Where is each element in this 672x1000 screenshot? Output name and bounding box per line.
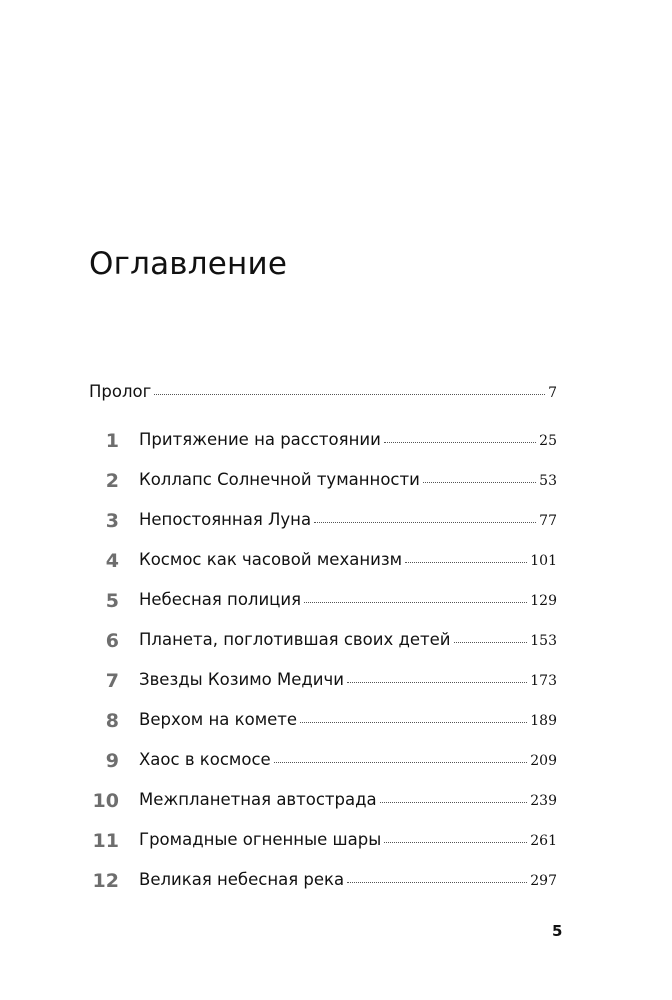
chapter-number: 1	[105, 430, 119, 452]
toc-entry-page: 261	[530, 833, 557, 849]
toc-entry-label: Великая небесная река	[139, 870, 345, 889]
toc-entry-label: Верхом на комете	[139, 710, 298, 729]
leader-dots	[347, 881, 527, 883]
toc-entry-label: Притяжение на расстоянии	[139, 430, 381, 449]
toc-entry-label: Хаос в космосе	[139, 750, 271, 769]
chapter-number: 5	[105, 590, 119, 612]
toc-entry-chapter[interactable]	[0, 670, 672, 696]
toc-entry-label: Пролог	[89, 382, 152, 401]
leader-dots	[384, 441, 536, 443]
chapter-number: 10	[92, 790, 119, 812]
chapter-number: 7	[105, 670, 119, 692]
leader-dots	[314, 521, 536, 523]
toc-entry-page: 189	[530, 713, 557, 729]
toc-entry-label: Небесная полиция	[139, 590, 302, 609]
chapter-number: 2	[105, 470, 119, 492]
toc-entry-label: Космос как часовой механизм	[139, 550, 403, 569]
toc-entry-page: 53	[539, 473, 557, 489]
toc-entry-chapter[interactable]	[0, 550, 672, 576]
toc-entry-chapter[interactable]	[0, 870, 672, 896]
chapter-number: 11	[92, 830, 119, 852]
leader-dots	[380, 801, 528, 803]
toc-entry-page: 153	[530, 633, 557, 649]
toc-entry-label: Звезды Козимо Медичи	[139, 670, 344, 689]
chapter-number: 12	[92, 870, 119, 892]
chapter-number: 9	[105, 750, 119, 772]
leader-dots	[274, 761, 528, 763]
toc-entry-chapter[interactable]	[0, 790, 672, 816]
chapter-number: 8	[105, 710, 119, 732]
toc-entry-prologue[interactable]	[0, 382, 672, 408]
toc-entry-page: 25	[539, 433, 557, 449]
toc-entry-page: 129	[530, 593, 557, 609]
toc-entry-page: 209	[530, 753, 557, 769]
toc-entry-page: 173	[530, 673, 557, 689]
toc-entry-page: 297	[530, 873, 557, 889]
leader-dots	[454, 641, 528, 643]
leader-dots	[300, 721, 527, 723]
leader-dots	[423, 481, 536, 483]
toc-entry-chapter[interactable]	[0, 590, 672, 616]
toc-entry-chapter[interactable]	[0, 830, 672, 856]
toc-entry-label: Планета, поглотившая своих детей	[139, 630, 451, 649]
leader-dots	[384, 841, 527, 843]
leader-dots	[405, 561, 527, 563]
toc-entry-label: Межпланетная автострада	[139, 790, 377, 809]
toc-entry-label: Коллапс Солнечной туманности	[139, 470, 420, 489]
page-title: Оглавление	[89, 246, 288, 282]
toc-entry-page: 7	[548, 385, 557, 401]
toc-entry-chapter[interactable]	[0, 470, 672, 496]
chapter-number: 3	[105, 510, 119, 532]
toc-entry-page: 77	[539, 513, 557, 529]
toc-entry-chapter[interactable]	[0, 630, 672, 656]
leader-dots	[304, 601, 527, 603]
page-number: 5	[552, 922, 563, 940]
toc-entry-chapter[interactable]	[0, 750, 672, 776]
toc-entry-chapter[interactable]	[0, 710, 672, 736]
leader-dots	[154, 393, 545, 395]
leader-dots	[347, 681, 527, 683]
chapter-number: 6	[105, 630, 119, 652]
toc-entry-page: 101	[530, 553, 557, 569]
toc-entry-page: 239	[530, 793, 557, 809]
toc-entry-chapter[interactable]	[0, 430, 672, 456]
toc-entry-chapter[interactable]	[0, 510, 672, 536]
toc-entry-label: Громадные огненные шары	[139, 830, 382, 849]
chapter-number: 4	[105, 550, 119, 572]
toc-entry-label: Непостоянная Луна	[139, 510, 312, 529]
